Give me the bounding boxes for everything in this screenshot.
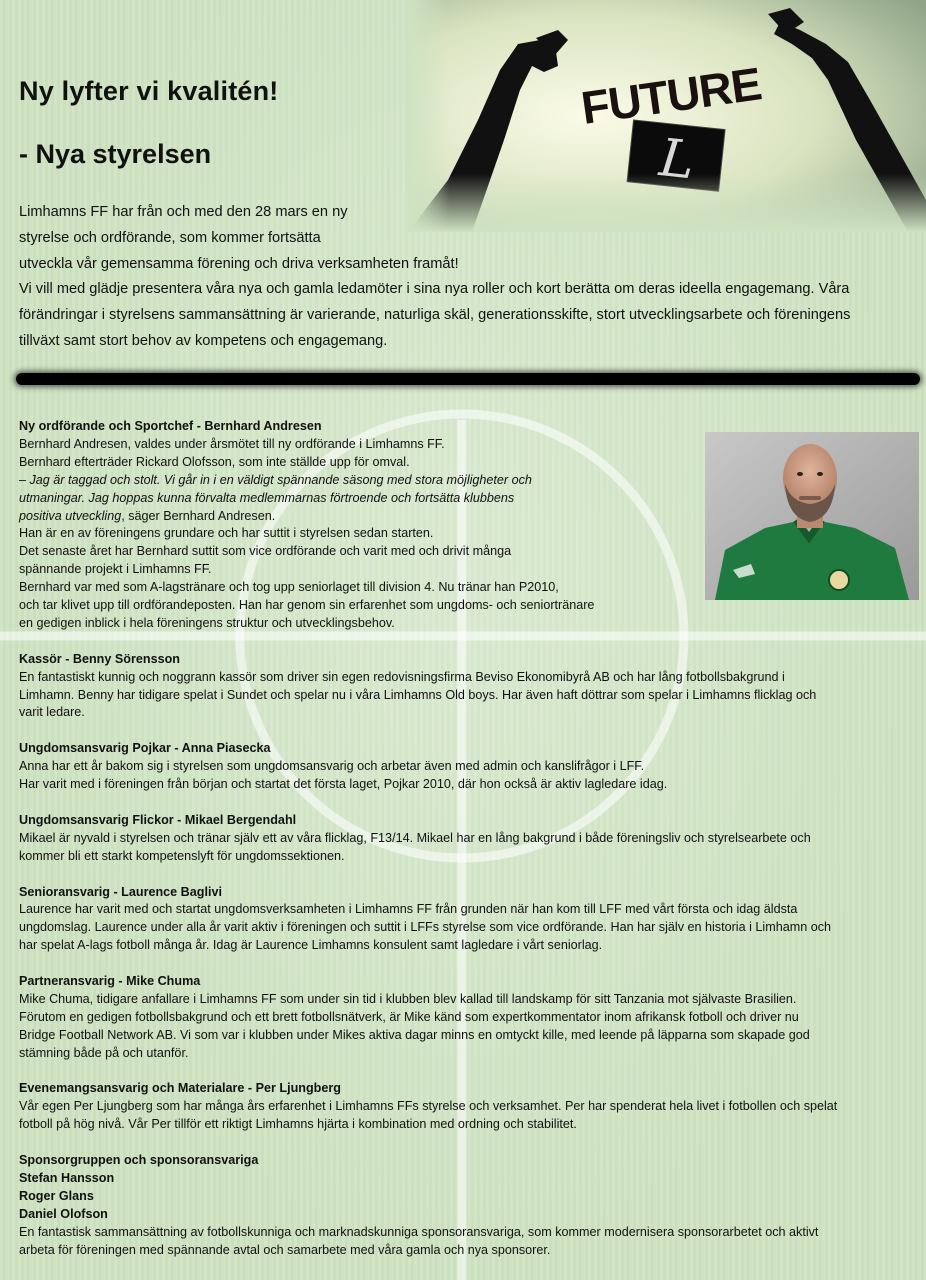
sponsor-name: Stefan Hansson [19, 1170, 115, 1185]
member-text-line: stämning både på och utanför. [19, 1045, 189, 1060]
intro-line: styrelse och ordförande, som kommer fortsätta [19, 229, 321, 246]
member-title: Partneransvarig - Mike Chuma [19, 974, 201, 989]
member-text-line: En fantastisk sammansättning av fotbollskunniga och marknadskunniga sponsoransvariga, som kommer modernisera sponsorarbetet och aktivt [19, 1224, 819, 1239]
member-title: Ungdomsansvarig Flickor - Mikael Bergendahl [19, 812, 297, 827]
chairman-quote-line: positiva utveckling [19, 508, 122, 523]
member-text-line: Bernhard efterträder Rickard Olofsson, som inte ställde upp för omval. [19, 454, 410, 469]
intro-paragraph [19, 200, 899, 355]
member-text-line: En fantastiskt kunnig och noggrann kassör som driver sin egen redovisningsfirma Beviso Ekonomibyrå AB och har lång fotbollsbakgrund i [19, 669, 785, 684]
member-youth-boys [19, 740, 899, 794]
page-subtitle: - Nya styrelsen [19, 139, 212, 169]
intro-line: tillväxt samt stort behov av kompetens och engagemang. [19, 332, 388, 349]
intro-line: Limhamns FF har från och med den 28 mars en ny [19, 204, 348, 220]
chairman-quote-line: utmaningar. Jag hoppas kunna förvalta medlemmarnas förtroende och fortsätta klubbens [19, 490, 515, 505]
member-text-line: Mikael är nyvald i styrelsen och tränar själv ett av våra flicklag, F13/14. Mikael har en lång bakgrund i både föreningsliv och styrelsearbete och [19, 830, 811, 845]
member-treasurer [19, 651, 899, 723]
member-text-line: fotboll på hög nivå. Vår Per tillför ett riktigt Limhamns hjärta i kombination med ordning och stabilitet. [19, 1117, 577, 1132]
intro-line: Vi vill med glädje presentera våra nya och gamla ledamöter i sina nya roller och kort berätta om deras ideella engagemang. Våra [19, 281, 850, 298]
quote-attribution: , säger Bernhard Andresen. [121, 508, 276, 523]
member-partner [19, 973, 899, 1063]
section-divider [16, 373, 920, 385]
member-text-line: arbeta för föreningen med spännande avtal och samarbete med våra gamla och nya sponsorer. [19, 1242, 551, 1257]
member-title: Ny ordförande och Sportchef - Bernhard Andresen [19, 419, 322, 433]
member-title: Ungdomsansvarig Pojkar - Anna Piasecka [19, 741, 271, 756]
member-text-line: har spelat A-lags fotboll många år. Idag är Laurence Limhamns konsulent samt lagledare i vårt seniorlag. [19, 938, 603, 953]
member-text-line: Mike Chuma, tidigare anfallare i Limhamns FF som under sin tid i klubben blev kallad till landskamp för sitt Tanzania mot självaste Brasilien. [19, 991, 797, 1006]
sponsor-name: Daniel Olofson [19, 1206, 108, 1221]
member-text-line: Laurence har varit med och startat ungdomsverksamheten i Limhamns FF från grunden när han kom till LFF med vårt första och idag äldsta [19, 902, 798, 917]
board-members-list [19, 418, 899, 1277]
intro-line: förändringar i styrelsens sammansättning är varierande, naturliga skäl, generationsskifte, stort utvecklingsarbete och föreningens [19, 307, 851, 324]
member-text-line: Förutom en gedigen fotbollsbakgrund och ett brett fotbollsnätverk, är Mike känd som expertkommentator inom afrikansk fotboll och driver nu [19, 1009, 799, 1024]
member-text-line: Han är en av föreningens grundare och har suttit i styrelsen sedan starten. [19, 526, 434, 541]
member-text-line: Anna har ett år bakom sig i styrelsen som ungdomsansvarig och arbetar även med admin och kanslifrågor i LFF. [19, 759, 645, 774]
member-text-line: Har varit med i föreningen från början och startat det första laget, Pojkar 2010, där hon också är aktiv lagledare idag. [19, 777, 668, 792]
member-text-line: varit ledare. [19, 705, 85, 720]
member-text-line: Det senaste året har Bernhard suttit som vice ordförande och varit med och drivit många [19, 544, 512, 559]
member-text-line: spännande projekt i Limhamns FF. [19, 562, 212, 577]
member-text-line: ungdomslag. Laurence under alla år varit aktiv i föreningen och suttit i LFFs styrelse som vice ordförande. Han har själv en historia i Limhamn och [19, 920, 831, 935]
member-youth-girls [19, 812, 899, 866]
member-text-line: Vår egen Per Ljungberg som har många års erfarenhet i Limhamns FFs styrelse och verksamhet. Per har spenderat hela livet i fotbollen och spelat [19, 1099, 838, 1114]
member-text-line: Limhamn. Benny har tidigare spelat i Sundet och spelar nu i våra Limhamns Old boys. Har även haft döttrar som spelar i Limhamns flicklag och [19, 687, 817, 702]
member-title: Sponsorgruppen och sponsoransvariga [19, 1153, 259, 1168]
sponsor-name: Roger Glans [19, 1188, 94, 1203]
hero-image-future [408, 0, 926, 232]
intro-line: utveckla vår gemensamma förening och driva verksamheten framåt! [19, 255, 459, 272]
member-title: Kassör - Benny Sörensson [19, 651, 180, 666]
member-title: Senioransvarig - Laurence Baglivi [19, 884, 222, 899]
member-sponsors [19, 1152, 899, 1259]
member-events [19, 1080, 899, 1134]
member-chairman [19, 418, 899, 633]
member-text-line: en gedigen inblick i hela föreningens struktur och utvecklingsbehov. [19, 615, 395, 630]
member-text-line: och tar klivet upp till ordförandeposten. Han har genom sin erfarenhet som ungdoms- och seniortränare [19, 598, 595, 613]
chairman-quote-line: – Jag är taggad och stolt. Vi går in i en väldigt spännande säsong med stora möjligheter och [19, 472, 532, 487]
member-text-line: Bernhard var med som A-lagstränare och tog upp seniorlaget till division 4. Nu tränar han P2010, [19, 580, 559, 595]
member-title: Evenemangsansvarig och Materialare - Per Ljungberg [19, 1081, 341, 1096]
page-title: Ny lyfter vi kvalitén! [19, 76, 279, 106]
member-senior [19, 884, 899, 956]
member-text-line: Bernhard Andresen, valdes under årsmötet till ny ordförande i Limhamns FF. [19, 436, 445, 451]
member-text-line: Bridge Football Network AB. Vi som var i klubben under Mikes aktiva dagar minns en omtyckt kille, med leende på läpparna som skapade god [19, 1027, 810, 1042]
member-text-line: kommer bli ett starkt kompetenslyft för ungdomssektionen. [19, 848, 345, 863]
